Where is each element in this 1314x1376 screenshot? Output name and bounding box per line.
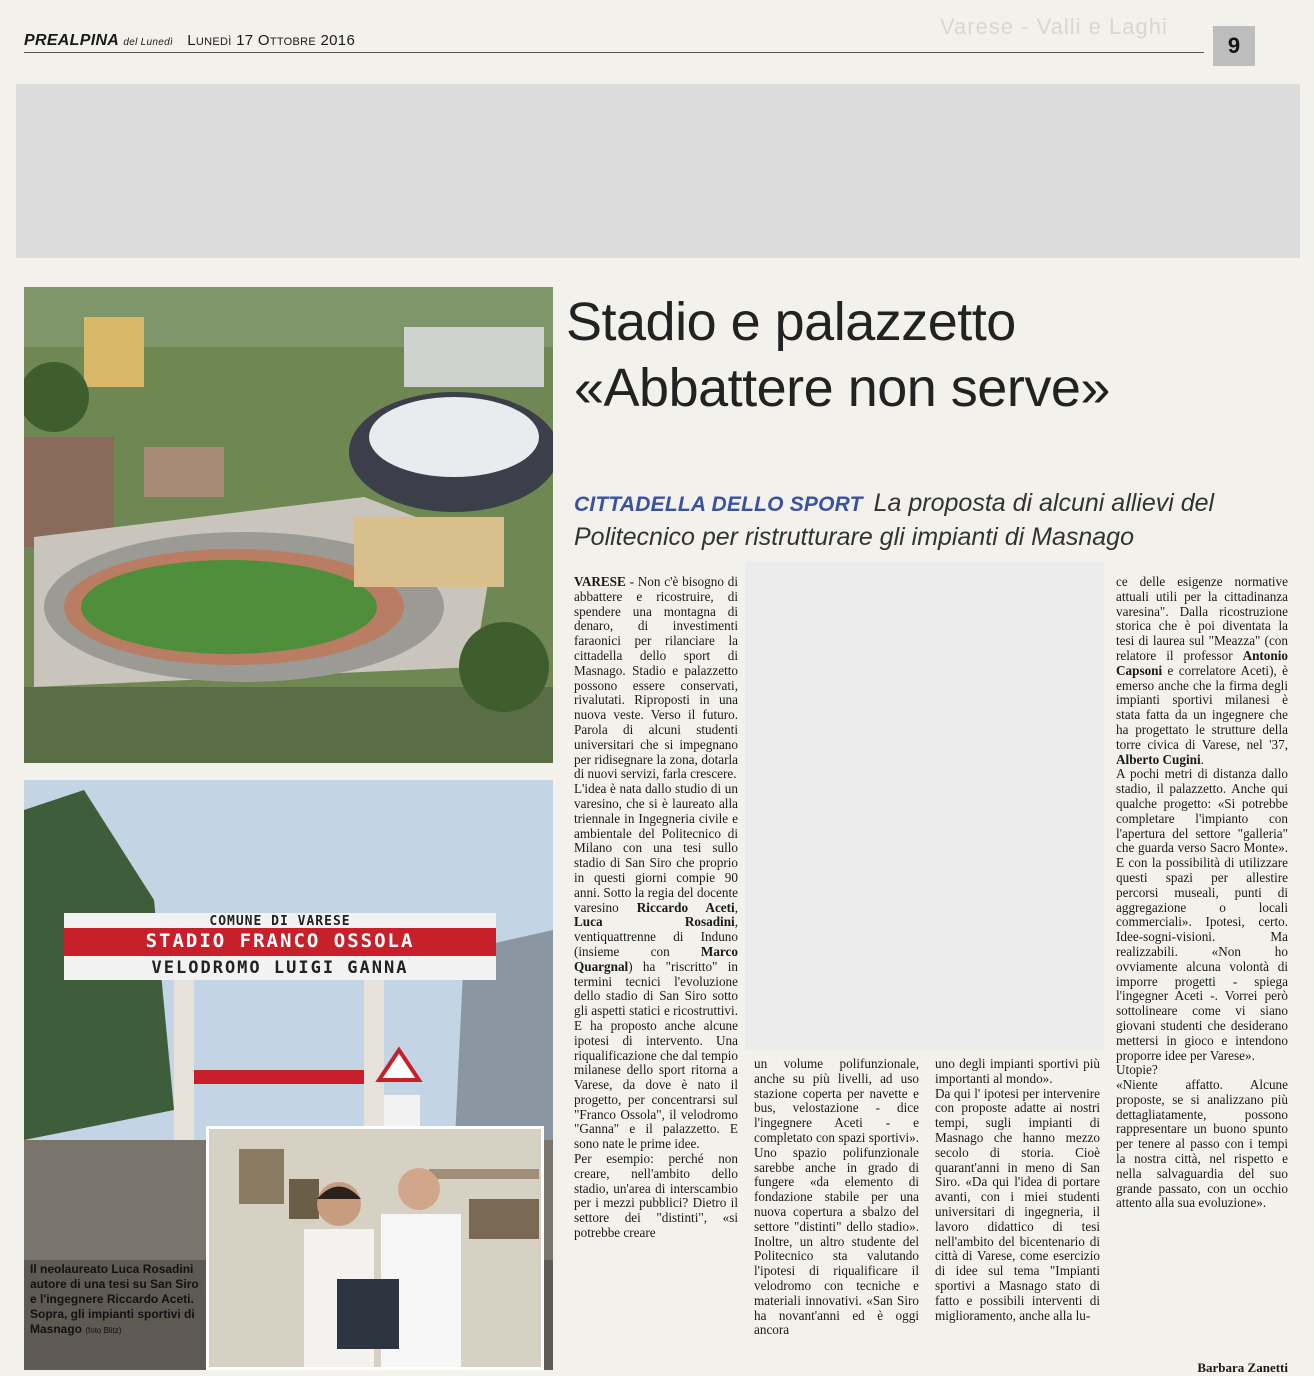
paragraph-text: L'idea è nata dallo studio di un varesino, che si è laureato alla triennale in Ingegneria civile e ambientale del Politecnico di Milano con una tesi sullo stadio di San Siro che proprio in questi giorni compie 90 anni. Sotto la regia del docente varesino bbox=[574, 781, 738, 915]
person-name: Luca Rosadini bbox=[574, 914, 735, 930]
page-number: 9 bbox=[1213, 26, 1255, 66]
paragraph bbox=[1116, 1063, 1288, 1078]
newspaper-brand-sub: del Lunedì bbox=[123, 37, 174, 48]
article-column-2 bbox=[754, 1057, 919, 1370]
headline bbox=[566, 292, 1296, 418]
aerial-stadium-illustration bbox=[24, 287, 553, 763]
paragraph-text: - Non c'è bisogno di abbattere e ricostruire, di spendere una montagna di denaro, di investimenti faraonici per rilanciare la cittadella dello sport di Masnago. Stadio e palazzetto possono essere conservati, rivalutati. Riproposti in una nuova veste. Verso il futuro. Parola di alcuni studenti universitari che si impegnano per ridisegnare la zona, dotarla di nuovi servizi, farla crescere. bbox=[574, 574, 738, 782]
aerial-stadium-photo bbox=[24, 287, 553, 763]
person-name: Antonio Capsoni bbox=[1116, 647, 1288, 678]
paragraph-text: Per esempio: perché non creare, nell'ambito dello stadio, un'area di interscambio per i mezzi pubblici? Dietro il settore dei "distinti", «si potrebbe creare bbox=[574, 1151, 738, 1241]
deck bbox=[574, 487, 1294, 553]
redacted-ad-block bbox=[16, 84, 1300, 258]
person-name: Alberto Cugini bbox=[1116, 751, 1201, 767]
masthead bbox=[24, 32, 355, 50]
issue-date: Lunedì 17 Ottobre 2016 bbox=[187, 32, 356, 49]
paragraph-text: uno degli impianti sportivi più importanti al mondo». bbox=[935, 1056, 1100, 1086]
person-name: Riccardo Aceti bbox=[636, 899, 735, 915]
paragraph bbox=[1116, 1078, 1288, 1211]
article-column-3 bbox=[935, 1057, 1100, 1370]
photo-caption bbox=[30, 1262, 202, 1338]
paragraph bbox=[935, 1057, 1100, 1087]
paragraph-text: Da qui l' ipotesi per intervenire con proposte adatte ai nostri tempi, sugli impianti di Masnago che hanno mezzo secolo di storia. Cioè quarant'anni in meno di San Siro. «Da qui l'idea di portare avanti, con i miei studenti universitari di ingegneria, il lavoro didattico di tesi nell'ambito del bicentenario di città di Varese, come esercizio di idee sul tema "Impianti sportivi a Masnago stato di fatto e possibili interventi di miglioramento, anche alla lu- bbox=[935, 1085, 1100, 1323]
sign-line-2: STADIO FRANCO OSSOLA bbox=[145, 930, 415, 952]
caption-text: Il neolaureato Luca Rosadini autore di una tesi su San Siro e l'ingegnere Riccardo Aceti. Sopra, gli impianti sportivi di Masnago bbox=[30, 1262, 199, 1336]
paragraph bbox=[574, 575, 738, 782]
article-column-1 bbox=[574, 575, 738, 1370]
paragraph-text: Utopie? bbox=[1116, 1062, 1158, 1078]
article-column-4 bbox=[1116, 575, 1288, 1370]
headline-line-1: Stadio e palazzetto bbox=[566, 292, 1016, 352]
paragraph-text: A pochi metri di distanza dallo stadio, il palazzetto. Anche qui qualche progetto: «Si potrebbe completare l'impianto con l'apertura del settore "galleria" che guarda verso Sacro Monte». E con la possibilità di utilizzare questi spazi per allestire percorsi museali, punti di aggregazione o locali commerciali». Ipotesi, certo. Idee-sogni-visioni. Ma realizzabili. «Non ho ovviamente alcuna volontà di imporre progetti - spiega l'ingegner Aceti -. Vorrei però sottolineare come vi siano giovani studenti che desiderano mettersi in gioco e intendono proporre idee per Varese». bbox=[1116, 766, 1288, 1063]
paragraph-text: «Niente affatto. Alcune proposte, se si analizzano più dettagliatamente, possono rappresentare un buono spunto per tenere al passo con i tempi la nostra città, nel rispetto e nella salvaguardia del suo grande passato, con un occhio attento alla sua evoluzione». bbox=[1116, 1077, 1288, 1211]
paragraph-text: e correlatore Aceti), è emerso anche che la firma degli impianti sportivi milanesi è stata fatta da un ingegnere che ha progettato le strutture della torre civica di Varese, nel '37, bbox=[1116, 662, 1288, 752]
paragraph bbox=[574, 782, 738, 1152]
paragraph bbox=[574, 1152, 738, 1241]
byline: Barbara Zanetti bbox=[1197, 1360, 1288, 1375]
paragraph-text: ) ha "riscritto" in termini tecnici l'evoluzione dello stadio di San Siro sotto gli aspetti statici e ricostruttivi. E ha proposto anche alcune ipotesi di intervento. Una riqualificazione che dal tempio milanese dello sport ritorna a Varese, da dove è nato il progetto, per concentrarsi sul "Franco Ossola", il velodromo "Ganna" e il palazzetto. E sono nate le prime idee. bbox=[574, 958, 738, 1152]
paragraph-text: . bbox=[1200, 751, 1204, 767]
paragraph-text: un volume polifunzionale, anche su più livelli, ad uso stazione coperta per navette e bus, velostazione - dice l'ingegnere Aceti - e completato con spazi sportivi». Uno spazio polifunzionale sarebbe anche in grado di fungere «da elemento di fondazione stabile per una nuova copertura a sbalzo del settore "distinti" dello stadio». Inoltre, un altro studente del Politecnico sta valutando l'ipotesi di riqualificare il velodromo con tecniche e materiali innovativi. «San Siro ha novant'anni ed è oggi ancora bbox=[754, 1056, 919, 1338]
dateline: VARESE bbox=[574, 574, 626, 589]
paragraph bbox=[1116, 575, 1288, 767]
sign-line-3: VELODROMO LUIGI GANNA bbox=[151, 958, 409, 978]
paragraph bbox=[754, 1057, 919, 1338]
paragraph-text: , ventiquattrenne di Induno (insieme con bbox=[574, 914, 738, 959]
deck-kicker: CITTADELLA DELLO SPORT bbox=[574, 493, 863, 516]
paragraph bbox=[935, 1087, 1100, 1324]
paragraph-text: , bbox=[734, 899, 738, 915]
paragraph bbox=[1116, 767, 1288, 1063]
newspaper-brand: PREALPINA bbox=[24, 32, 120, 49]
sign-line-1: COMUNE DI VARESE bbox=[209, 914, 351, 929]
headline-line-2: «Abbattere non serve» bbox=[574, 358, 1110, 418]
paragraph-text: ce delle esigenze normative attuali utili per la cittadinanza varesina". Dalla ricostruzione storica che è poi diventata la tesi di laurea sul "Meazza" (con relatore il professor bbox=[1116, 574, 1288, 663]
redacted-image-box bbox=[745, 562, 1104, 1050]
section-name: Varese - Valli e Laghi bbox=[940, 14, 1168, 39]
person-name: Marco Quargnal bbox=[574, 943, 738, 974]
inset-portrait-photo bbox=[206, 1126, 544, 1370]
photo-credit: (foto Blitz) bbox=[85, 1326, 122, 1335]
two-men-illustration bbox=[209, 1129, 541, 1367]
top-rule bbox=[24, 52, 1204, 53]
deck-text: La proposta di alcuni allievi del Politecnico per ristrutturare gli impianti di Masnago bbox=[574, 489, 1215, 551]
